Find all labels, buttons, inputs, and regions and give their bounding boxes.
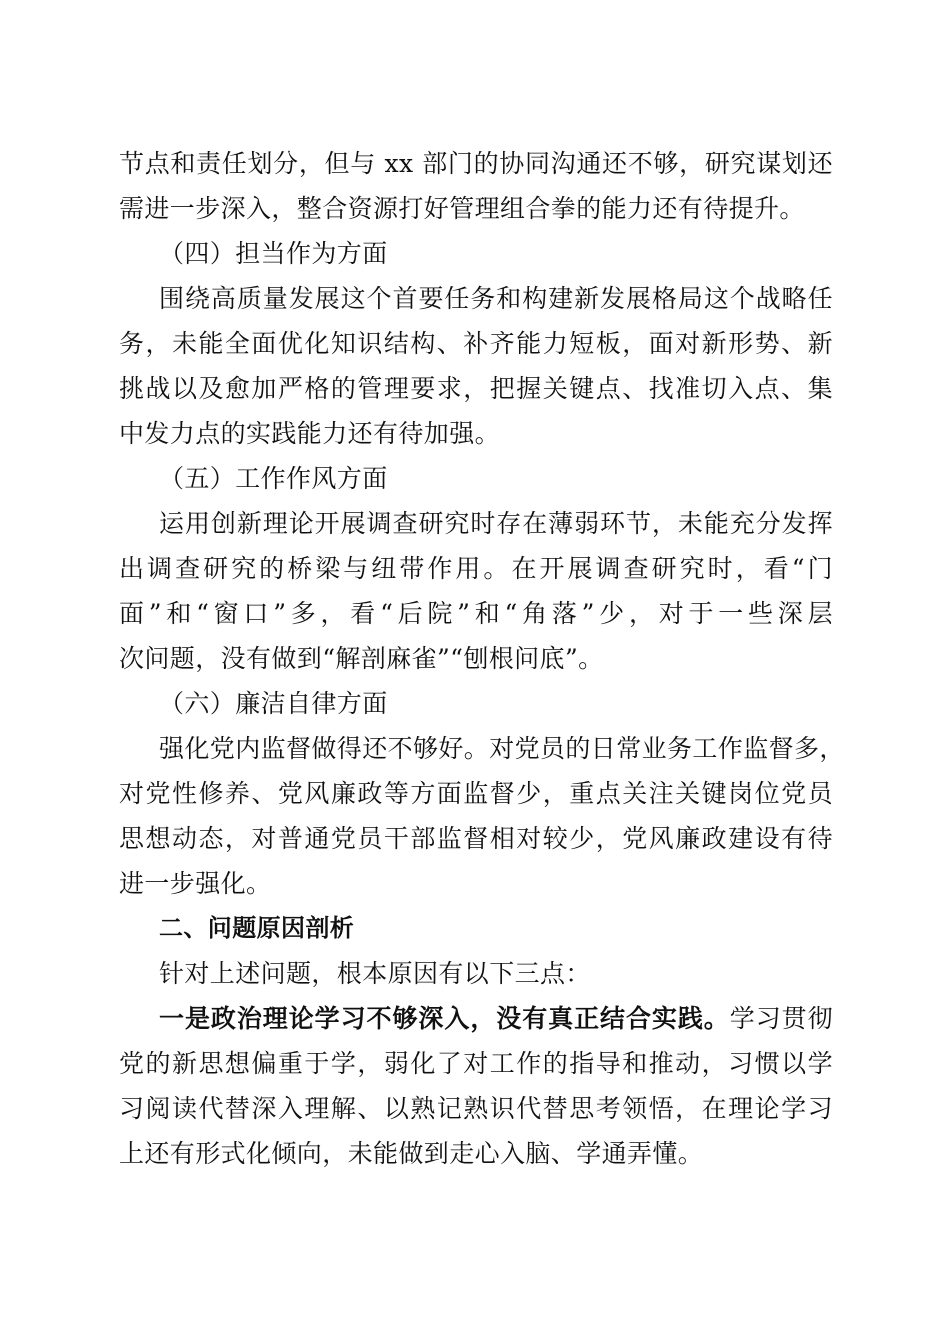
paragraph-line [119, 996, 833, 1041]
paragraph-line: 务，未能全面优化知识结构、补齐能力短板，面对新形势、新 [119, 329, 833, 358]
document-page [119, 141, 845, 1176]
section-heading-4: （四）担当作为方面 [159, 239, 388, 268]
section-heading-6: （六）廉洁自律方面 [159, 689, 388, 718]
paragraph-line: 面”和“窗口”多，看“后院”和“角落”少，对于一些深层 [119, 599, 833, 628]
section-heading-5: （五）工作作风方面 [159, 464, 388, 493]
paragraph-line: 围绕高质量发展这个首要任务和构建新发展格局这个战略任 [159, 284, 833, 313]
paragraph-line: 上还有形式化倾向，未能做到走心入脑、学通弄懂。 [119, 1139, 704, 1168]
paragraph-line: 党的新思想偏重于学，弱化了对工作的指导和推动，习惯以学 [119, 1049, 833, 1078]
paragraph-line: 进一步强化。 [119, 869, 272, 898]
paragraph-line: 节点和责任划分，但与 xx 部门的协同沟通还不够，研究谋划还 [119, 149, 833, 178]
paragraph-line: 中发力点的实践能力还有待加强。 [119, 419, 501, 448]
paragraph-line: 运用创新理论开展调查研究时存在薄弱环节，未能充分发挥 [159, 509, 833, 538]
paragraph-line: 习阅读代替深入理解、以熟记熟识代替思考领悟，在理论学习 [119, 1094, 833, 1123]
paragraph-line: 针对上述问题，根本原因有以下三点： [159, 959, 591, 988]
paragraph-line: 对党性修养、党风廉政等方面监督少，重点关注关键岗位党员 [119, 779, 833, 808]
paragraph-text: 学习贯彻 [729, 1004, 833, 1033]
paragraph-line: 思想动态，对普通党员干部监督相对较少，党风廉政建设有待 [119, 824, 833, 853]
bold-lead-text: 一是政治理论学习不够深入，没有真正结合实践。 [159, 1004, 730, 1033]
paragraph-line: 挑战以及愈加严格的管理要求，把握关键点、找准切入点、集 [119, 374, 833, 403]
part-heading: 二、问题原因剖析 [159, 914, 355, 942]
paragraph-line: 次问题，没有做到“解剖麻雀”“刨根问底”。 [119, 644, 604, 673]
paragraph-line: 出调查研究的桥梁与纽带作用。在开展调查研究时，看“门 [119, 554, 833, 583]
paragraph-line: 强化党内监督做得还不够好。对党员的日常业务工作监督多， [159, 734, 845, 763]
paragraph-line: 需进一步深入，整合资源打好管理组合拳的能力还有待提升。 [119, 194, 805, 223]
